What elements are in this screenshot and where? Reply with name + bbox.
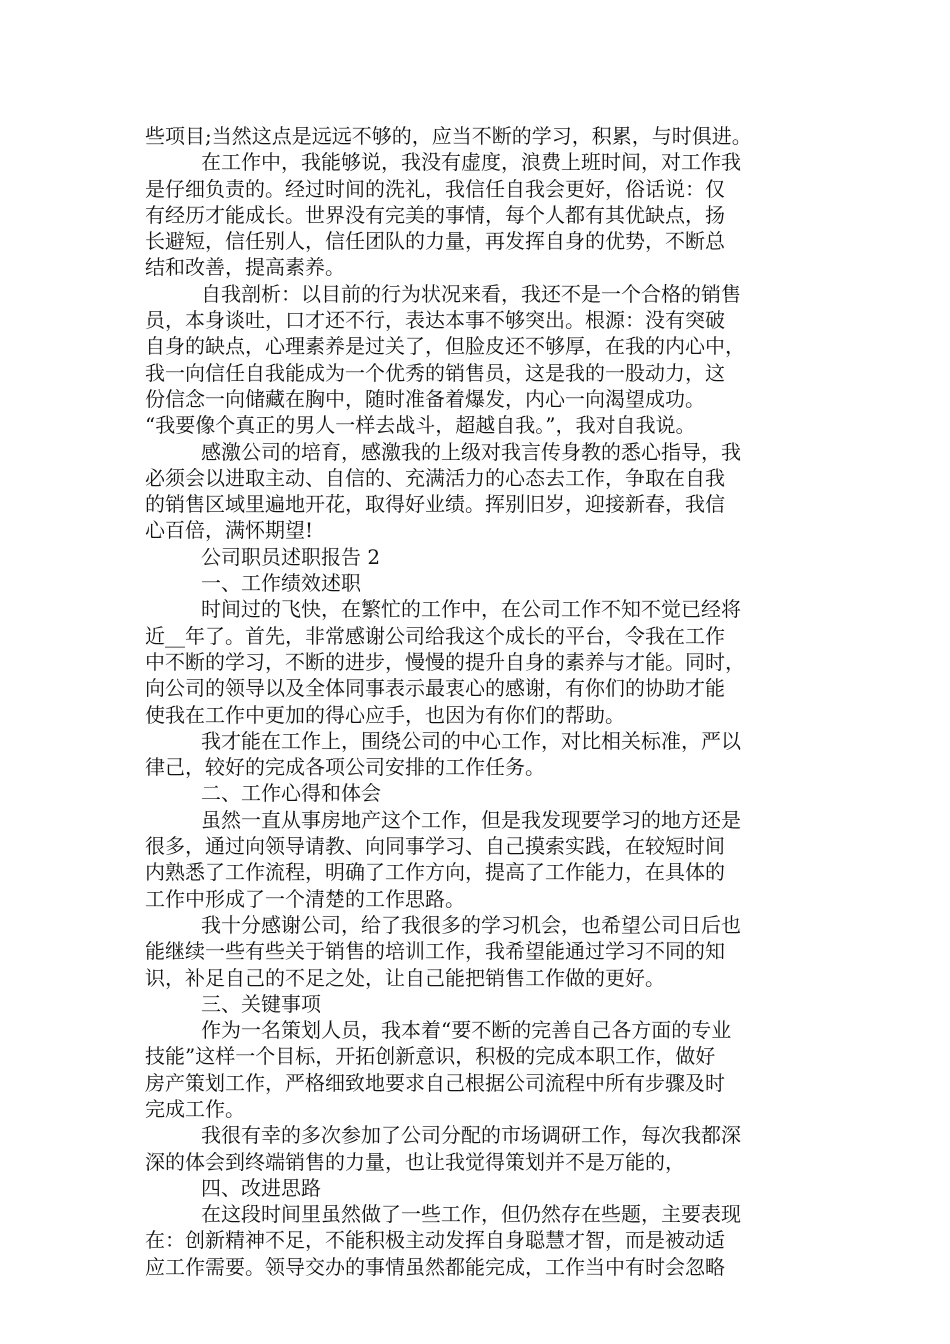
paragraph-line: 近__年了。首先，非常感谢公司给我这个成长的平台，令我在工作: [145, 623, 725, 648]
paragraph-line: 的销售区域里遍地开花，取得好业绩。挥别旧岁，迎接新春，我信: [145, 492, 725, 517]
paragraph-line: 份信念一向储藏在胸中，随时准备着爆发，内心一向渴望成功。: [145, 386, 705, 411]
paragraph-first-line: 一、工作绩效述职: [201, 571, 361, 596]
paragraph-first-line: 四、改进思路: [201, 1175, 321, 1200]
paragraph-line: 长避短，信任别人，信任团队的力量，再发挥自身的优势，不断总: [145, 229, 725, 254]
paragraph-first-line: 三、关键事项: [201, 991, 321, 1016]
paragraph-line: 员，本身谈吐，口才还不行，表达本事不够突出。根源：没有突破: [145, 308, 725, 333]
paragraph-first-line: 感激公司的培育，感激我的上级对我言传身教的悉心指导，我: [201, 439, 741, 464]
paragraph-first-line: 我才能在工作上，围绕公司的中心工作，对比相关标准，严以: [201, 728, 741, 753]
paragraph-first-line: 我十分感谢公司，给了我很多的学习机会，也希望公司日后也: [201, 912, 741, 937]
paragraph-line: 必须会以进取主动、自信的、充满活力的心态去工作，争取在自我: [145, 465, 725, 490]
paragraph-line: 完成工作。: [145, 1096, 245, 1121]
paragraph-line: 房产策划工作，严格细致地要求自己根据公司流程中所有步骤及时: [145, 1070, 725, 1095]
paragraph-line: 在：创新精神不足，不能积极主动发挥自身聪慧才智，而是被动适: [145, 1228, 725, 1253]
paragraph-line: 工作中形成了一个清楚的工作思路。: [145, 886, 465, 911]
paragraph-line: 技能”这样一个目标，开拓创新意识，积极的完成本职工作，做好: [145, 1044, 716, 1069]
paragraph-line: 深的体会到终端销售的力量，也让我觉得策划并不是万能的，: [145, 1149, 685, 1174]
paragraph-line: 很多，通过向领导请教、向同事学习、自己摸索实践，在较短时间: [145, 834, 725, 859]
paragraph-line: 自身的缺点，心理素养是过关了，但脸皮还不够厚，在我的内心中，: [145, 334, 745, 359]
paragraph-line: 能继续一些有些关于销售的培训工作，我希望能通过学习不同的知: [145, 939, 725, 964]
paragraph-first-line: 时间过的飞快，在繁忙的工作中，在公司工作不知不觉已经将: [201, 597, 741, 622]
paragraph-line: 是仔细负责的。经过时间的洗礼，我信任自我会更好，俗话说：仅: [145, 176, 725, 201]
paragraph-line: 中不断的学习，不断的进步，慢慢的提升自身的素养与才能。同时，: [145, 649, 745, 674]
paragraph-first-line: 公司职员述职报告 2: [201, 544, 381, 569]
paragraph-first-line: 自我剖析：以目前的行为状况来看，我还不是一个合格的销售: [201, 281, 741, 306]
paragraph-first-line: 虽然一直从事房地产这个工作，但是我发现要学习的地方还是: [201, 807, 741, 832]
paragraph-line: 律己，较好的完成各项公司安排的工作任务。: [145, 755, 545, 780]
paragraph-first-line: 我很有幸的多次参加了公司分配的市场调研工作，每次我都深: [201, 1123, 741, 1148]
paragraph-line: 些项目;当然这点是远远不够的，应当不断的学习，积累，与时俱进。: [145, 124, 752, 148]
paragraph-line: 有经历才能成长。世界没有完美的事情，每个人都有其优缺点，扬: [145, 202, 725, 227]
document-body: [145, 123, 805, 1280]
paragraph-line: 内熟悉了工作流程，明确了工作方向，提高了工作能力，在具体的: [145, 860, 725, 885]
paragraph-first-line: 在工作中，我能够说，我没有虚度，浪费上班时间，对工作我: [201, 150, 741, 175]
paragraph-line: 向公司的领导以及全体同事表示最衷心的感谢，有你们的协助才能: [145, 676, 725, 701]
paragraph-first-line: 二、工作心得和体会: [201, 781, 381, 806]
paragraph-first-line: 在这段时间里虽然做了一些工作，但仍然存在些题，主要表现: [201, 1202, 741, 1227]
paragraph-line: 使我在工作中更加的得心应手，也因为有你们的帮助。: [145, 702, 625, 727]
paragraph-line: 我一向信任自我能成为一个优秀的销售员，这是我的一股动力，这: [145, 360, 725, 385]
paragraph-line: 应工作需要。领导交办的事情虽然都能完成，工作当中有时会忽略: [145, 1254, 725, 1279]
paragraph-line: 心百倍，满怀期望!: [145, 518, 314, 543]
paragraph-line: 识，补足自己的不足之处，让自己能把销售工作做的更好。: [145, 965, 665, 990]
paragraph-line: “我要像个真正的男人一样去战斗，超越自我。”，我对自我说。: [145, 413, 696, 438]
paragraph-first-line: 作为一名策划人员，我本着“要不断的完善自己各方面的专业: [201, 1018, 732, 1043]
paragraph-line: 结和改善，提高素养。: [145, 255, 345, 280]
